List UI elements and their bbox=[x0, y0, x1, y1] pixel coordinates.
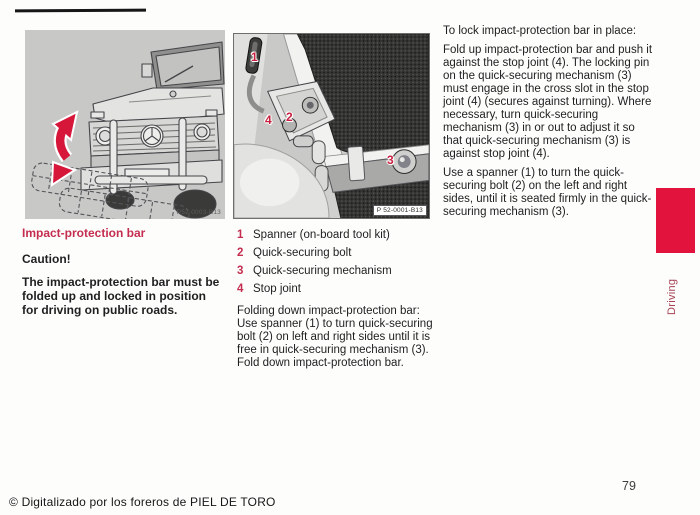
legend-number: 4 bbox=[237, 283, 244, 295]
scan-edge-artifact bbox=[15, 9, 146, 13]
section-heading: Impact-protection bar bbox=[22, 226, 146, 240]
scan-credit: © Digitalizado por los foreros de PIEL DE TORO bbox=[9, 495, 276, 509]
figure-code: P 52-0001-B13 bbox=[373, 205, 427, 216]
legend-label: Spanner (on-board tool kit) bbox=[253, 229, 390, 241]
middle-column bbox=[237, 229, 435, 370]
right-column bbox=[443, 25, 654, 225]
figure-code: P52-0003-B13 bbox=[176, 209, 221, 216]
folding-final: Fold down impact-protection bar. bbox=[237, 357, 404, 369]
callout-1: 1 bbox=[251, 50, 258, 64]
legend-number: 2 bbox=[237, 247, 244, 259]
figure-vehicle-front bbox=[25, 30, 225, 219]
section-tab-label: Driving bbox=[666, 278, 678, 315]
legend-number: 3 bbox=[237, 265, 244, 277]
lock-paragraph-2: Use a spanner (1) to turn the quick-securing bolt (2) on the left and right sides, until it is seated firmly in the quick-securing mechanism (3). bbox=[443, 167, 652, 218]
vehicle-front-illustration bbox=[25, 30, 225, 219]
page-number: 79 bbox=[622, 479, 636, 493]
legend-item bbox=[237, 283, 435, 296]
figure-mechanism-closeup bbox=[233, 33, 430, 219]
legend-item bbox=[237, 265, 435, 278]
legend-label: Quick-securing mechanism bbox=[253, 265, 392, 277]
folding-heading: Folding down impact-protection bar: bbox=[237, 305, 420, 317]
legend-number: 1 bbox=[237, 229, 244, 241]
callout-3: 3 bbox=[387, 153, 394, 167]
left-column bbox=[22, 227, 222, 317]
legend-item bbox=[237, 229, 435, 242]
caution-title: Caution! bbox=[22, 252, 71, 266]
section-tab-marker bbox=[656, 188, 695, 253]
callout-4: 4 bbox=[265, 113, 272, 127]
legend-label: Quick-securing bolt bbox=[253, 247, 352, 259]
folding-steps: Use spanner (1) to turn quick-securing bolt (2) on left and right sides until it is free in quick-securing mechanism (3). bbox=[237, 318, 433, 356]
legend-item bbox=[237, 247, 435, 260]
mechanism-illustration bbox=[234, 34, 429, 218]
lock-heading: To lock impact-protection bar in place: bbox=[443, 25, 637, 37]
lock-paragraph-1: Fold up impact-protection bar and push it against the stop joint (4). The locking pin on the quick-securing mechanism (3) must engage in the cross slot in the stop joint (4) (secures against turning). Where necessary, turn quick-securing mechanism (3) in or out to adjust it so that quick-securing mechanism (3) is against stop joint (4). bbox=[443, 44, 653, 160]
hinge bbox=[312, 141, 325, 164]
legend-label: Stop joint bbox=[253, 283, 301, 295]
callout-2: 2 bbox=[286, 110, 293, 124]
caution-text: The impact-protection bar must be folded up and locked in position for driving on public roads. bbox=[22, 275, 220, 317]
